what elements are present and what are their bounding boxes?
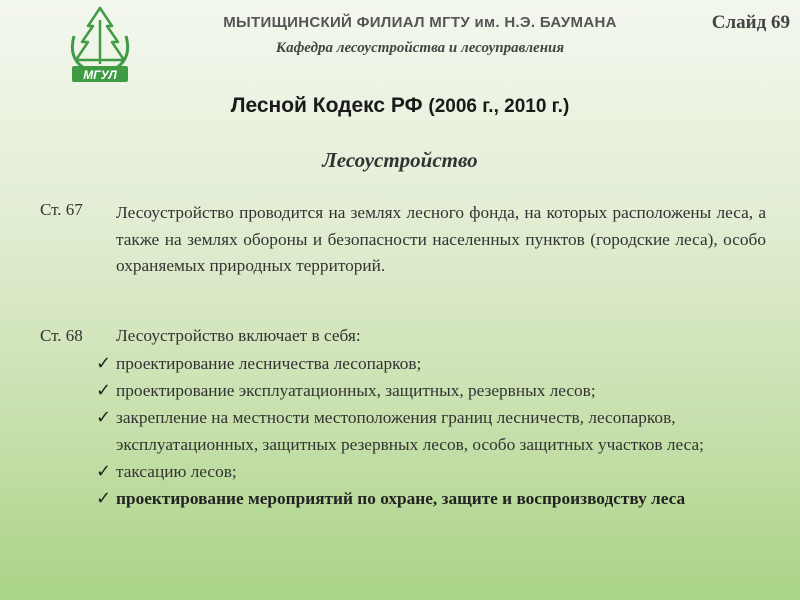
list-item-text: закрепление на местности местоположения границ лесничеств, лесопарков, эксплуатационных, защитных резервных лесов, особо защитных участков леса; [116,408,704,454]
slide-title-years: (2006 г., 2010 г.) [428,96,570,117]
university-logo [66,6,134,86]
list-item-text: проектирование мероприятий по охране, защите и воспроизводству леса [116,489,686,508]
section-subtitle: Лесоустройство [322,148,478,172]
list-item-text: проектирование эксплуатационных, защитных, резервных лесов; [116,381,596,400]
article-68-item-list [96,350,776,512]
check-mark-icon: ✓ [96,380,112,401]
check-mark-icon: ✓ [96,407,112,428]
article-68-label: Ст. 68 [40,326,83,345]
list-item [96,377,776,404]
article-68-intro: Лесоустройство включает в себя: [116,326,361,345]
slide-title [100,94,700,118]
check-mark-icon: ✓ [96,488,112,509]
article-67-label: Ст. 67 [40,200,83,219]
check-mark-icon: ✓ [96,353,112,374]
organization-title: МЫТИЩИНСКИЙ ФИЛИАЛ МГТУ им. Н.Э. БАУМАНА [223,14,617,31]
list-item [96,458,776,485]
department-name: Кафедра лесоустройства и лесоуправления [275,40,565,56]
list-item [96,404,776,458]
list-item [96,485,776,512]
list-item-text: проектирование лесничества лесопарков; [116,354,422,373]
logo-text: МГУЛ [83,68,117,82]
check-mark-icon: ✓ [96,461,112,482]
list-item [96,350,776,377]
list-item-text: таксацию лесов; [116,462,237,481]
slide-number: Слайд 69 [711,12,790,33]
article-67-text: Лесоустройство проводится на землях лесного фонда, на которых расположены леса, а также на землях обороны и безопасности населенных пунктов (городские леса), особо охраняемых природных территорий. [116,203,766,275]
slide-title-text: Лесной Кодекс РФ [230,94,423,117]
